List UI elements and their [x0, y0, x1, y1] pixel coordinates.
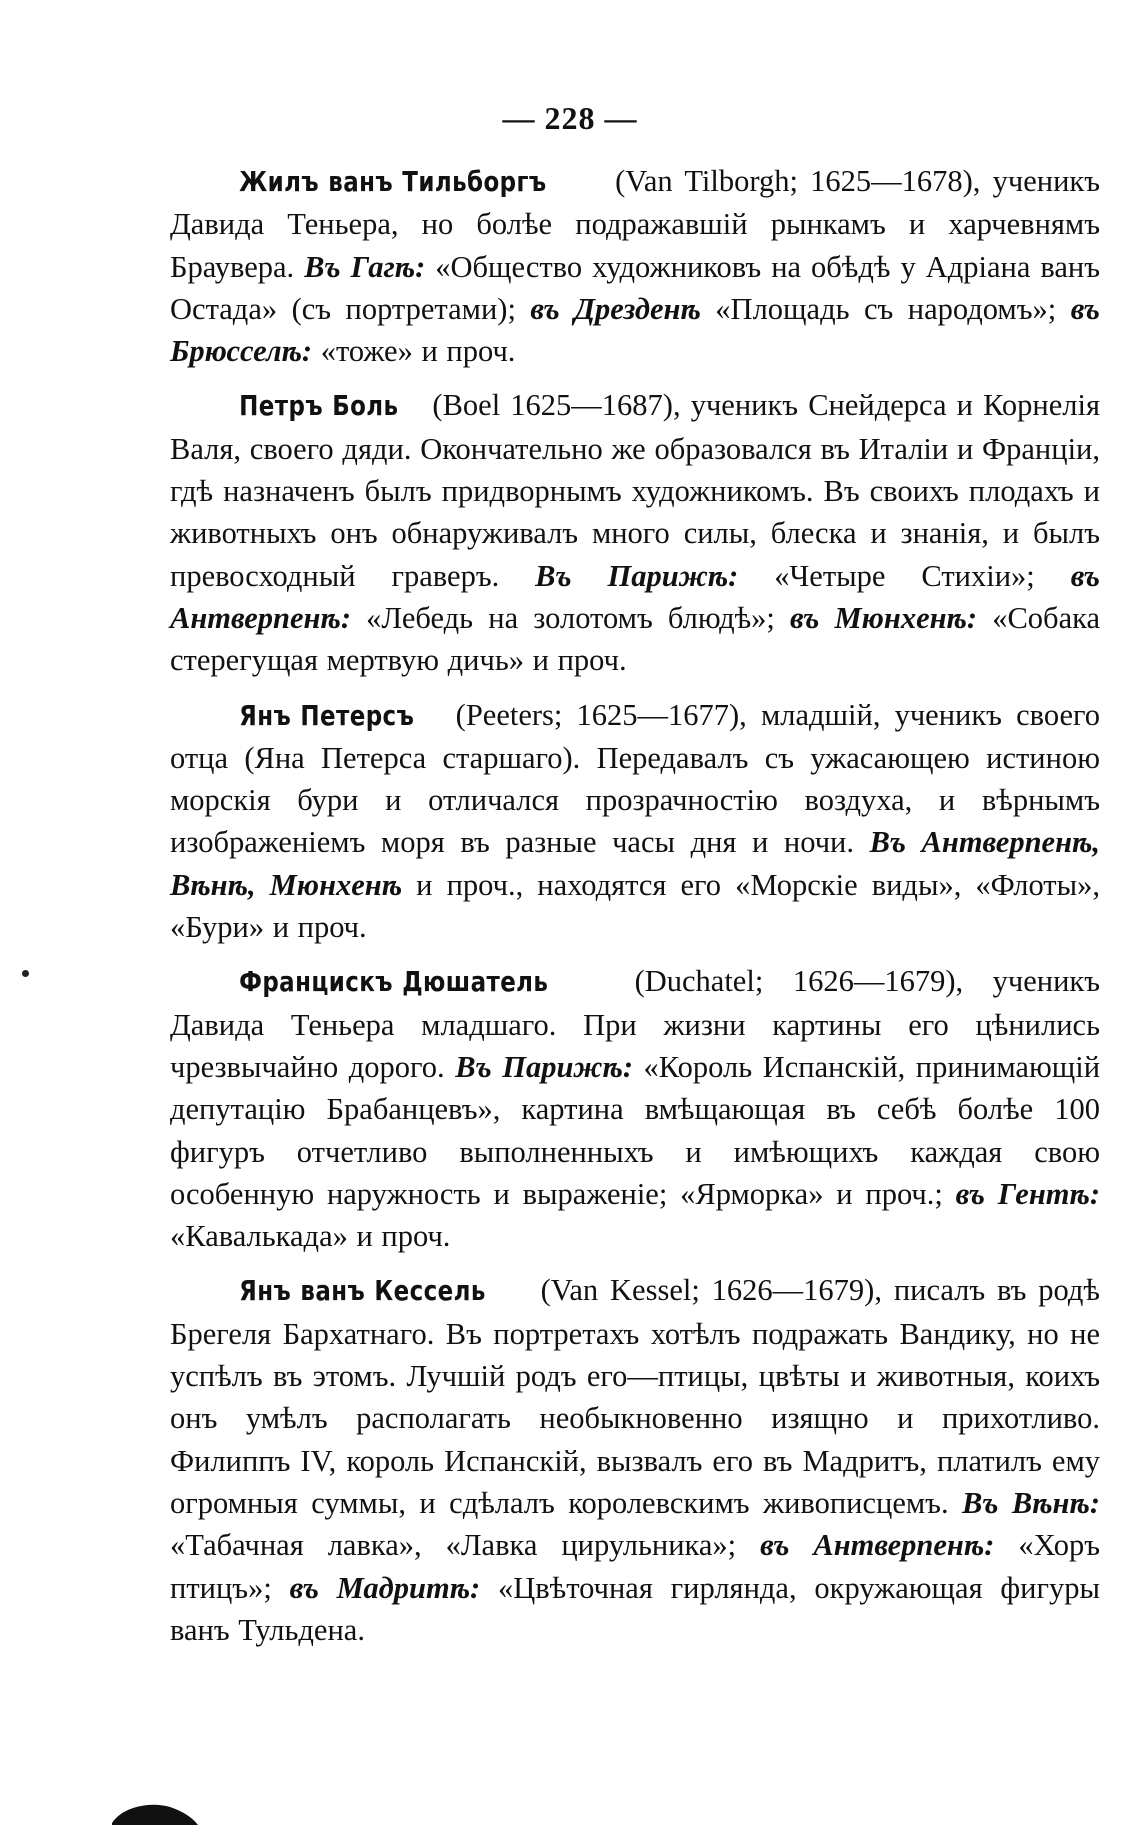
entry-text: «Хоръ птицъ»; — [170, 1528, 1100, 1605]
entry-text: «Лебедь на золотомъ блюдѣ»; — [350, 600, 791, 635]
entry-paragraph — [170, 960, 1100, 1257]
location-label: въ Гентѣ: — [955, 1176, 1100, 1211]
location-label: въ Мюнхенѣ: — [790, 600, 978, 635]
artist-name: Янъ ванъ Кессель — [239, 1274, 486, 1308]
artist-name: Францискъ Дюшатель — [239, 965, 549, 999]
location-label: въ Мадритѣ: — [289, 1570, 481, 1605]
entry-paragraph — [170, 1269, 1100, 1651]
location-label: Въ Парижѣ: — [455, 1049, 633, 1084]
entry-text: «Король Испанскій, принимающій депутацію Брабанцевъ», картина вмѣщающая въ себѣ болѣе 100 фигуръ отчетливо выполненныхъ и имѣющихъ каждая свою особенную наружность и выраженіе; «Ярморка» и проч.; — [170, 1049, 1101, 1211]
location-label: Въ Антверпенѣ, Вѣнѣ, Мюнхенѣ — [170, 825, 1100, 902]
artist-name: Жилъ ванъ Тильборгъ — [239, 165, 547, 198]
entry-text: «Собака стерегущая мертвую дичь» и проч. — [170, 600, 1100, 678]
location-label: Въ Гагѣ: — [304, 249, 426, 284]
artist-name: Петръ Боль — [239, 389, 399, 423]
location-label: Въ Парижѣ: — [535, 558, 739, 593]
entry-text: (Van Tilborgh; 1625—1678), ученикъ Давида Теньера, но болѣе подражавшій рынкамъ и харчевнямъ Браувера. — [170, 164, 1100, 284]
entry-text: «тоже» и проч. — [312, 334, 516, 369]
location-label: въ Брюсселѣ: — [170, 291, 1100, 369]
entry-text: (Boel 1625—1687), ученикъ Снейдерса и Корнелія Валя, своего дяди. Окончательно же образовался въ Италіи и Франціи, гдѣ назначенъ былъ придворнымъ художникомъ. Въ своихъ плодахъ и животныхъ онъ обнаруживалъ много силы, блеска и знанія, и былъ превосходный граверъ. — [170, 388, 1100, 593]
entry-paragraph — [170, 160, 1100, 372]
entry-text: (Van Kessel; 1626—1679), писалъ въ родѣ Брегеля Бархатнаго. Въ портретахъ хотѣлъ подражать Вандику, но не успѣлъ въ этомъ. Лучшій родъ его—птицы, цвѣты и животныя, коихъ онъ умѣлъ располагать необыкновенно изящно и прихотливо. Филиппъ IV, король Испанскій, вызвалъ его въ Мадритъ, платилъ ему огромныя суммы, и сдѣлалъ королевскимъ живописцемъ. — [170, 1273, 1100, 1520]
stray-ink-dot — [22, 970, 29, 977]
entry-text: «Общество художниковъ на обѣдѣ у Адріана ванъ Остада» (съ портретами); — [170, 249, 1100, 326]
entry-text: (Duchatel; 1626—1679), ученикъ Давида Теньера младшаго. При жизни картины его цѣнились чрезвычайно дорого. — [170, 964, 1100, 1084]
artist-name: Янъ Петерсъ — [239, 698, 415, 732]
entry-text: «Площадь съ народомъ»; — [700, 291, 1071, 326]
page-body — [170, 160, 1100, 1663]
entry-text: «Табачная лавка», «Лавка цирульника»; — [170, 1528, 761, 1563]
entry-text: (Peeters; 1625—1677), младшій, ученикъ своего отца (Яна Петерса старшаго). Передавалъ съ ужасающею истиною морскія бури и отличался прозрачностію воздуха, и вѣрнымъ изображеніемъ моря въ разные часы дня и ночи. — [170, 697, 1100, 860]
entry-text: «Цвѣточная гирлянда, окружающая фигуры ванъ Тульдена. — [170, 1570, 1100, 1647]
ink-smudge-ornament — [110, 1797, 200, 1827]
location-label: Въ Вѣнѣ: — [962, 1485, 1100, 1520]
entry-text: «Кавалькада» и проч. — [170, 1219, 451, 1254]
entry-paragraph — [170, 694, 1100, 949]
entry-text: и проч., находятся его «Морскіе виды», «Флоты», «Бури» и проч. — [170, 867, 1100, 945]
location-label: въ Антверпенѣ: — [170, 558, 1100, 635]
page-number: — 228 — — [502, 100, 638, 136]
entry-text: «Четыре Стихіи»; — [738, 558, 1071, 593]
location-label: въ Дрезденѣ — [530, 291, 701, 326]
entry-paragraph — [170, 384, 1100, 681]
location-label: въ Антверпенѣ: — [760, 1528, 995, 1563]
